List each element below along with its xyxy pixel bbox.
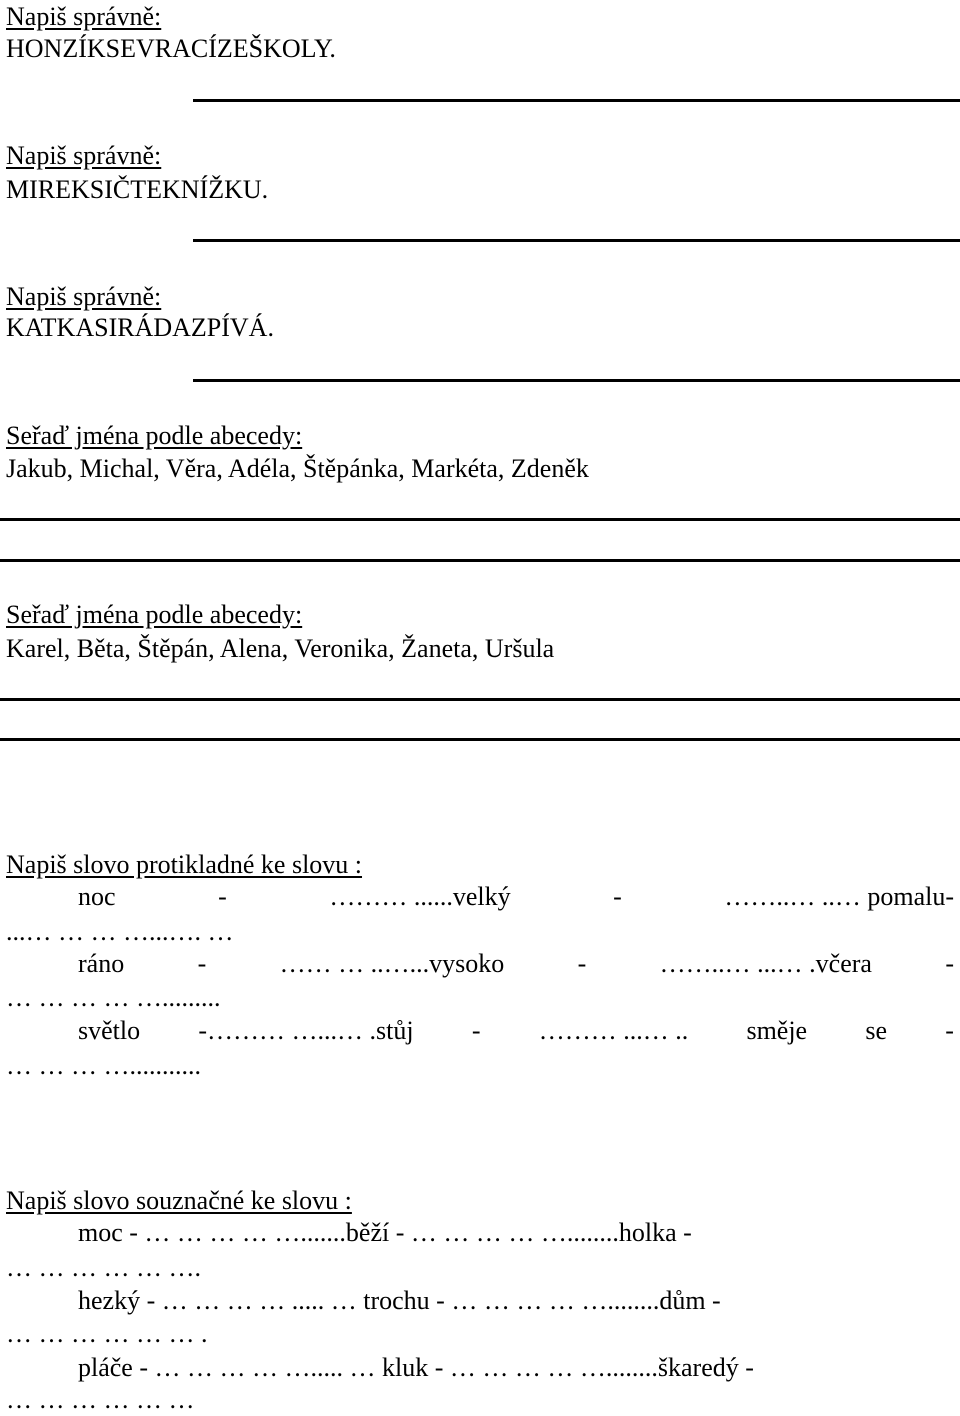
task-5-heading: Seřaď jména podle abecedy: xyxy=(6,600,303,629)
dash: - xyxy=(945,1016,954,1045)
word-blank[interactable]: ……..… ...… .včera xyxy=(659,949,872,978)
word: ráno xyxy=(78,949,125,978)
task-3-heading: Napiš správně: xyxy=(6,282,162,311)
task-1-heading: Napiš správně: xyxy=(6,2,162,31)
synonyms-row-1[interactable]: moc - … … … … ….......běží - … … … … …........holka - xyxy=(78,1218,692,1247)
dash: - xyxy=(613,882,622,911)
task-5-text: Karel, Běta, Štěpán, Alena, Veronika, Žaneta, Uršula xyxy=(6,634,555,663)
dash: - xyxy=(218,882,227,911)
task-2-heading: Napiš správně: xyxy=(6,141,162,170)
task-4-heading: Seřaď jména podle abecedy: xyxy=(6,421,303,450)
answer-line[interactable] xyxy=(193,379,960,382)
synonyms-heading: Napiš slovo souznačné ke slovu : xyxy=(6,1186,352,1215)
task-2-text: MIREKSIČTEKNÍŽKU. xyxy=(6,175,269,204)
word-blank[interactable]: ……… ...… .. xyxy=(538,1016,689,1045)
synonyms-row-3[interactable]: pláče - … … … … …..... … kluk - … … … … …........škaredý - xyxy=(78,1353,754,1382)
dash: - xyxy=(577,949,587,978)
word: noc xyxy=(78,882,116,911)
antonyms-row-2-cont[interactable]: … … … … …......... xyxy=(6,983,221,1012)
synonyms-row-1-cont[interactable]: … … … … … …. xyxy=(6,1253,201,1282)
antonyms-row-2 xyxy=(78,949,954,979)
antonyms-heading: Napiš slovo protikladné ke slovu : xyxy=(6,850,363,879)
synonyms-row-2-cont[interactable]: … … … … … … . xyxy=(6,1319,208,1348)
word: světlo xyxy=(78,1016,141,1045)
dash: - xyxy=(471,1016,481,1045)
antonyms-row-3-cont[interactable]: … … … …........... xyxy=(6,1051,201,1080)
word-blank[interactable]: -……… …...… .stůj xyxy=(198,1016,414,1045)
antonyms-row-3 xyxy=(78,1016,954,1046)
dash: - xyxy=(945,949,954,978)
word-blank[interactable]: ……… ......velký xyxy=(329,882,511,911)
synonyms-row-2[interactable]: hezký - … … … … ..... … trochu - … … … … …........dům - xyxy=(78,1286,721,1315)
dash: - xyxy=(197,949,207,978)
task-3-text: KATKASIRÁDAZPÍVÁ. xyxy=(6,313,274,342)
answer-line[interactable] xyxy=(0,698,960,701)
antonyms-row-1 xyxy=(78,882,954,912)
word-blank[interactable]: ……..… ..… pomalu- xyxy=(724,882,954,911)
answer-line[interactable] xyxy=(0,518,960,521)
word-blank[interactable]: …… … ..…...vysoko xyxy=(279,949,505,978)
answer-line[interactable] xyxy=(193,99,960,102)
answer-line[interactable] xyxy=(0,738,960,741)
task-1-text: HONZÍKSEVRACÍZEŠKOLY. xyxy=(6,34,336,63)
antonyms-row-1-cont[interactable]: ...… … … …...…. … xyxy=(6,917,234,946)
answer-line[interactable] xyxy=(193,239,960,242)
answer-line[interactable] xyxy=(0,559,960,562)
task-4-text: Jakub, Michal, Věra, Adéla, Štěpánka, Markéta, Zdeněk xyxy=(6,454,589,483)
word: se xyxy=(865,1016,888,1045)
word: směje xyxy=(746,1016,808,1045)
synonyms-row-3-cont[interactable]: … … … … … … xyxy=(6,1385,195,1414)
